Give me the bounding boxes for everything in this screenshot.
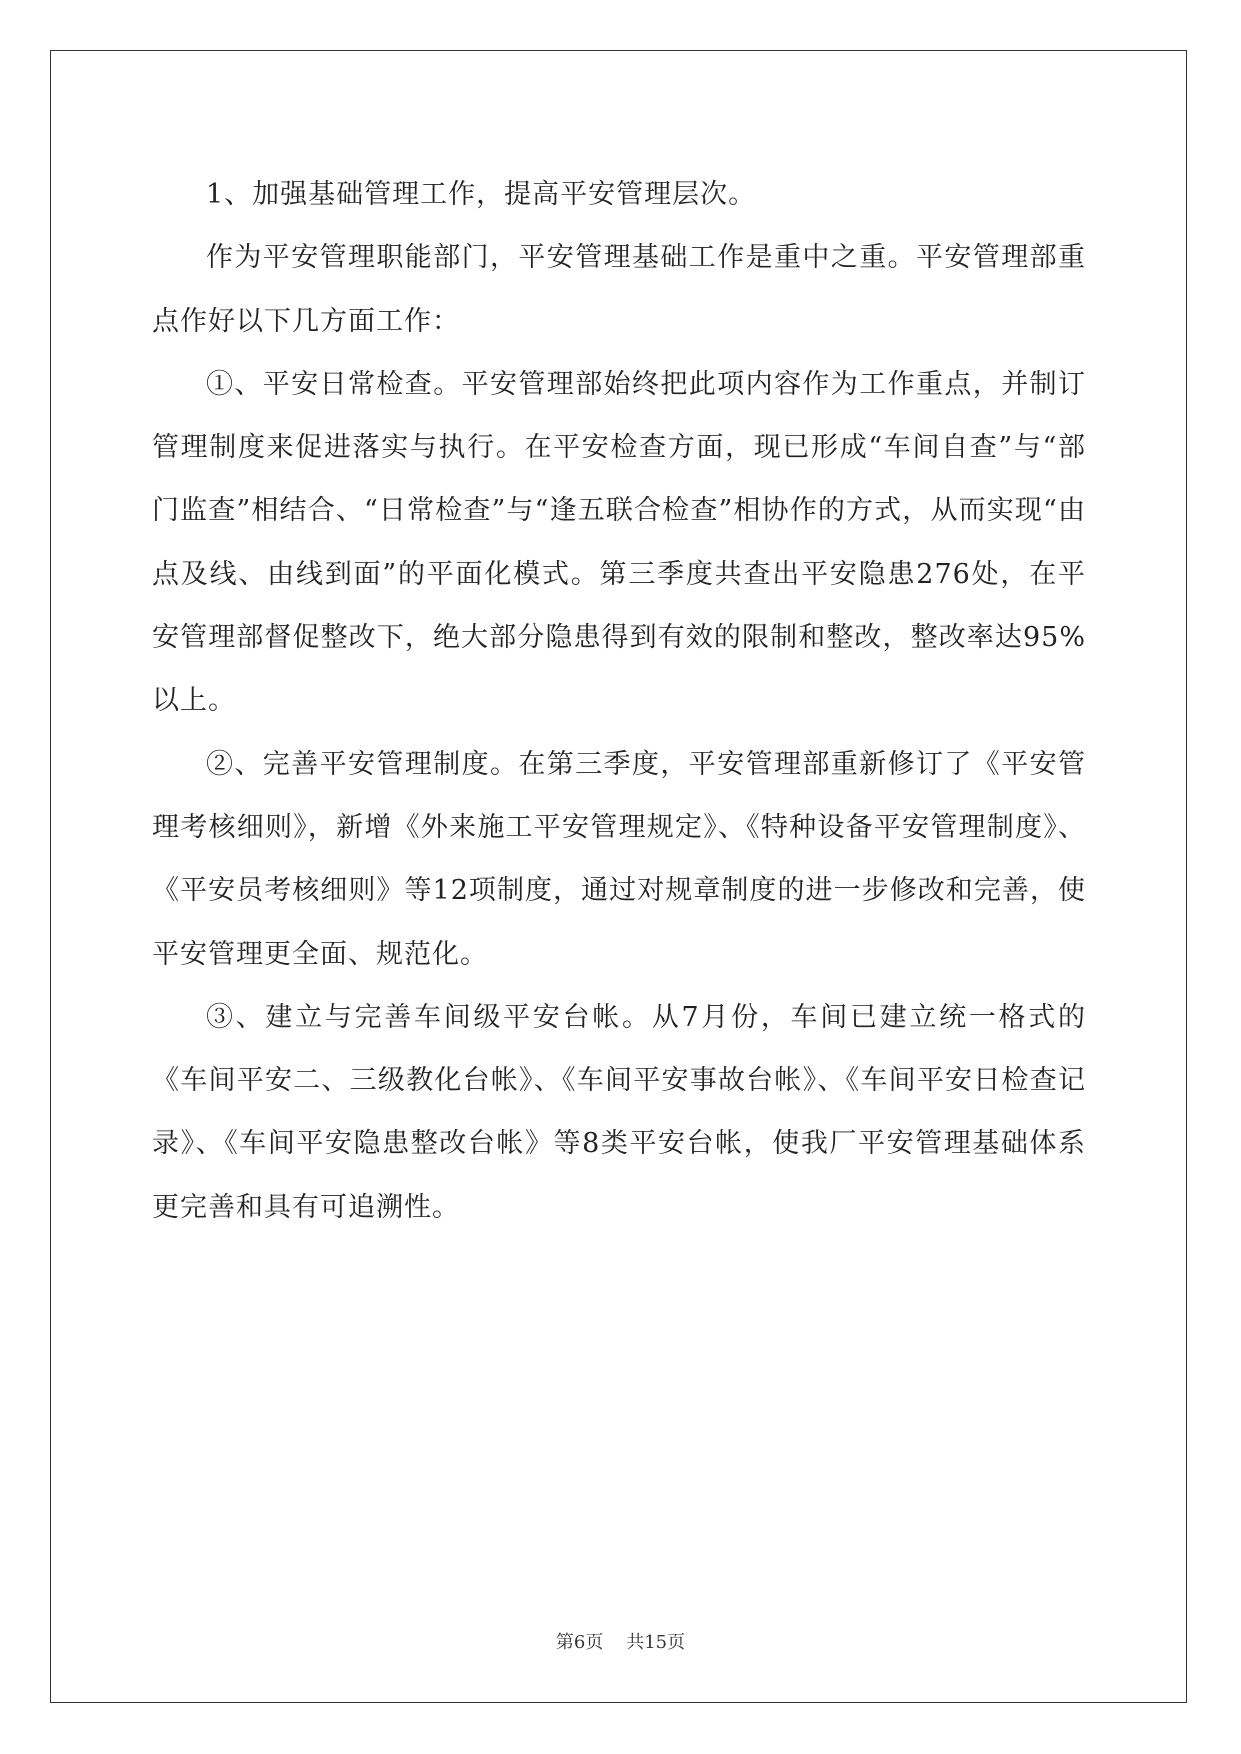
heading-section-1: 1、加强基础管理工作，提高平安管理层次。 bbox=[206, 179, 757, 210]
paragraph-item-2: ②、完善平安管理制度。在第三季度，平安管理部重新修订了《平安管理考核细则》，新增《外来施工平安管理规定》、《特种设备平安管理制度》、《平安员考核细则》等12项制度，通过对规章制度的进一步修改和完善，使平安管理更全面、规范化。 bbox=[152, 748, 1086, 970]
document-body bbox=[152, 163, 1086, 1239]
paragraph-item-3: ③、建立与完善车间级平安台帐。从7月份，车间已建立统一格式的《车间平安二、三级教化台帐》、《车间平安事故台帐》、《车间平安日检查记录》、《车间平安隐患整改台帐》等8类平安台帐，使我厂平安管理基础体系更完善和具有可追溯性。 bbox=[152, 1001, 1086, 1223]
paragraph-intro: 作为平安管理职能部门，平安管理基础工作是重中之重。平安管理部重点作好以下几方面工作： bbox=[152, 242, 1086, 337]
paragraph-item-1: ①、平安日常检查。平安管理部始终把此项内容作为工作重点，并制订管理制度来促进落实与执行。在平安检查方面，现已形成“车间自查”与“部门监查”相结合、“日常检查”与“逢五联合检查”相协作的方式，从而实现“由点及线、由线到面”的平面化模式。第三季度共查出平安隐患276处，在平安管理部督促整改下，绝大部分隐患得到有效的限制和整改，整改率达95%以上。 bbox=[152, 368, 1086, 717]
page-number: 第6页 共15页 bbox=[555, 1632, 686, 1653]
